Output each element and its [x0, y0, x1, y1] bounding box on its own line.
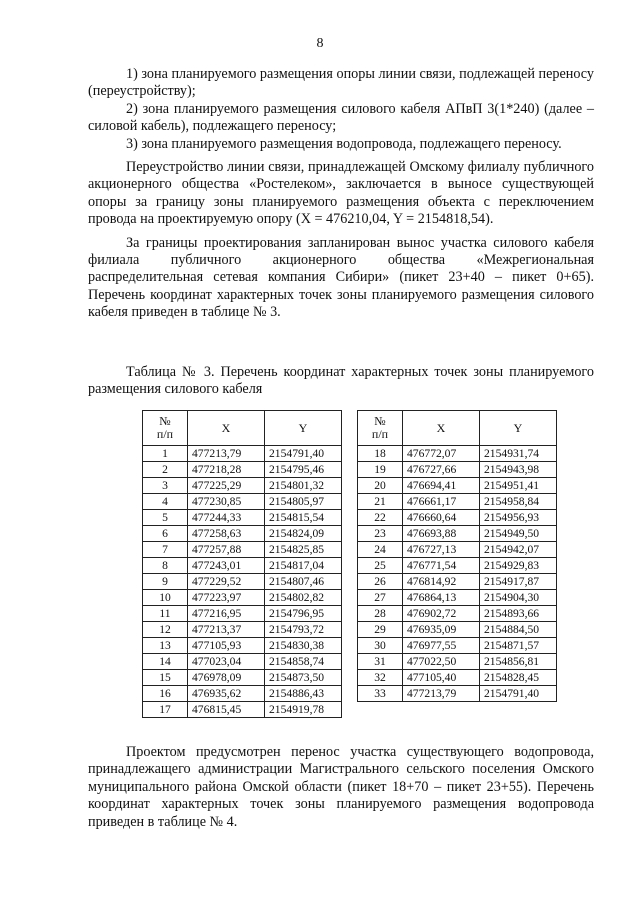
header-y: Y: [480, 411, 557, 446]
cell-y: 2154825,85: [265, 542, 342, 558]
paragraph-power-cable: За границы проектирования запланирован вынос участка силового кабеля филиала публичного акционерного общества «Межрегиональная распределительная сетевая компания Сибири» (пикет 23+40 – пикет 0+65). Перечень координат характерных точек зоны планируемого размещения силового кабеля приведен в таблице № 3.: [88, 234, 594, 321]
header-y: Y: [265, 411, 342, 446]
table-row: [143, 670, 342, 686]
table-row: [143, 526, 342, 542]
cell-number: 16: [143, 686, 188, 702]
cell-y: 2154801,32: [265, 478, 342, 494]
table-row: [358, 558, 557, 574]
cell-y: 2154917,87: [480, 574, 557, 590]
table-row: [143, 462, 342, 478]
header-number: [143, 411, 188, 446]
cell-x: 477213,37: [188, 622, 265, 638]
table-row: [358, 478, 557, 494]
page-number: 8: [316, 36, 324, 51]
table-row: [143, 606, 342, 622]
cell-x: 476814,92: [403, 574, 480, 590]
cell-number: 2: [143, 462, 188, 478]
cell-y: 2154807,46: [265, 574, 342, 590]
cell-x: 476694,41: [403, 478, 480, 494]
table-row: [143, 622, 342, 638]
cell-x: 476902,72: [403, 606, 480, 622]
cell-number: 18: [358, 446, 403, 462]
cell-number: 22: [358, 510, 403, 526]
cell-number: 3: [143, 478, 188, 494]
paragraph-rostelecom: Переустройство линии связи, принадлежащей Омскому филиалу публичного акционерного общества «Ростелеком», заключается в выносе существующей опоры за границу зоны планируемого размещения объекта с переключением провода на проектируемую опору (X = 476210,04, Y = 2154818,54).: [88, 159, 594, 228]
cell-number: 28: [358, 606, 403, 622]
cell-number: 9: [143, 574, 188, 590]
cell-number: 6: [143, 526, 188, 542]
table-row: [358, 654, 557, 670]
cell-number: 26: [358, 574, 403, 590]
cell-x: 476771,54: [403, 558, 480, 574]
table-row: [143, 686, 342, 702]
header-number-abbr: п/п: [156, 427, 174, 441]
header-x: X: [188, 411, 265, 446]
cell-number: 31: [358, 654, 403, 670]
header-number-abbr: п/п: [371, 427, 389, 441]
cell-y: 2154830,38: [265, 638, 342, 654]
cell-y: 2154817,04: [265, 558, 342, 574]
cell-x: 477023,04: [188, 654, 265, 670]
header-x: X: [403, 411, 480, 446]
cell-x: 476661,17: [403, 494, 480, 510]
cell-y: 2154949,50: [480, 526, 557, 542]
cell-x: 477243,01: [188, 558, 265, 574]
table-row: [358, 462, 557, 478]
cell-number: 13: [143, 638, 188, 654]
coordinates-table-right: [357, 410, 557, 702]
table-row: [358, 542, 557, 558]
cell-y: 2154805,97: [265, 494, 342, 510]
cell-x: 476935,09: [403, 622, 480, 638]
table-header-row: [143, 411, 342, 446]
cell-number: 1: [143, 446, 188, 462]
cell-y: 2154856,81: [480, 654, 557, 670]
cell-x: 476815,45: [188, 702, 265, 718]
cell-x: 477225,29: [188, 478, 265, 494]
cell-y: 2154929,83: [480, 558, 557, 574]
coordinates-table-left: [142, 410, 342, 718]
table-row: [358, 446, 557, 462]
cell-number: 17: [143, 702, 188, 718]
cell-y: 2154919,78: [265, 702, 342, 718]
cell-y: 2154951,41: [480, 478, 557, 494]
table-caption: [88, 364, 594, 399]
table-row: [143, 654, 342, 670]
cell-number: 24: [358, 542, 403, 558]
table-row: [143, 494, 342, 510]
cell-y: 2154815,54: [265, 510, 342, 526]
cell-y: 2154886,43: [265, 686, 342, 702]
table-row: [358, 510, 557, 526]
paragraph-zone-1: 1) зона планируемого размещения опоры линии связи, подлежащей переносу (переустройству);: [88, 66, 594, 100]
cell-number: 21: [358, 494, 403, 510]
cell-y: 2154791,40: [480, 686, 557, 702]
table-row: [358, 622, 557, 638]
table-header-row: [358, 411, 557, 446]
cell-number: 25: [358, 558, 403, 574]
table-row: [143, 510, 342, 526]
cell-y: 2154795,46: [265, 462, 342, 478]
cell-number: 8: [143, 558, 188, 574]
cell-number: 19: [358, 462, 403, 478]
table-row: [143, 590, 342, 606]
cell-x: 476935,62: [188, 686, 265, 702]
cell-x: 477105,93: [188, 638, 265, 654]
header-number-sign: №: [374, 414, 386, 428]
cell-x: 477244,33: [188, 510, 265, 526]
table-row: [143, 702, 342, 718]
cell-x: 477213,79: [403, 686, 480, 702]
cell-number: 12: [143, 622, 188, 638]
cell-x: 477230,85: [188, 494, 265, 510]
cell-x: 477022,50: [403, 654, 480, 670]
cell-number: 10: [143, 590, 188, 606]
cell-y: 2154871,57: [480, 638, 557, 654]
table-row: [358, 606, 557, 622]
cell-x: 476978,09: [188, 670, 265, 686]
cell-x: 477257,88: [188, 542, 265, 558]
cell-y: 2154828,45: [480, 670, 557, 686]
cell-x: 476727,66: [403, 462, 480, 478]
cell-number: 27: [358, 590, 403, 606]
cell-number: 20: [358, 478, 403, 494]
table-row: [143, 638, 342, 654]
cell-x: 476977,55: [403, 638, 480, 654]
cell-y: 2154824,09: [265, 526, 342, 542]
cell-y: 2154943,98: [480, 462, 557, 478]
table-row: [143, 574, 342, 590]
table-row: [143, 542, 342, 558]
table-row: [143, 558, 342, 574]
table-row: [358, 686, 557, 702]
intro-text: [88, 66, 594, 322]
cell-number: 11: [143, 606, 188, 622]
cell-x: 477223,97: [188, 590, 265, 606]
cell-y: 2154793,72: [265, 622, 342, 638]
cell-x: 477258,63: [188, 526, 265, 542]
cell-y: 2154884,50: [480, 622, 557, 638]
cell-number: 23: [358, 526, 403, 542]
cell-number: 30: [358, 638, 403, 654]
paragraph-water-pipe: Проектом предусмотрен перенос участка существующего водопровода, принадлежащего администрации Магистрального сельского поселения Омского муниципального района Омской области (пикет 18+70 – пикет 23+55). Перечень координат характерных точек зоны планируемого размещения водопровода приведен в таблице № 4.: [88, 744, 594, 830]
cell-y: 2154942,07: [480, 542, 557, 558]
cell-y: 2154904,30: [480, 590, 557, 606]
cell-y: 2154858,74: [265, 654, 342, 670]
cell-x: 476727,13: [403, 542, 480, 558]
table-row: [358, 590, 557, 606]
table-row: [358, 494, 557, 510]
cell-number: 4: [143, 494, 188, 510]
table-row: [358, 574, 557, 590]
cell-x: 476660,64: [403, 510, 480, 526]
paragraph-zone-3: 3) зона планируемого размещения водопровода, подлежащего переносу.: [126, 135, 562, 152]
cell-x: 477105,40: [403, 670, 480, 686]
cell-x: 477213,79: [188, 446, 265, 462]
cell-number: 15: [143, 670, 188, 686]
cell-y: 2154931,74: [480, 446, 557, 462]
cell-x: 477229,52: [188, 574, 265, 590]
table-caption-text: Таблица № 3. Перечень координат характерных точек зоны планируемого размещения силового кабеля: [88, 364, 594, 398]
cell-x: 476693,88: [403, 526, 480, 542]
cell-number: 33: [358, 686, 403, 702]
cell-number: 29: [358, 622, 403, 638]
cell-y: 2154873,50: [265, 670, 342, 686]
table-row: [358, 526, 557, 542]
cell-x: 476864,13: [403, 590, 480, 606]
cell-x: 477216,95: [188, 606, 265, 622]
cell-x: 476772,07: [403, 446, 480, 462]
cell-number: 7: [143, 542, 188, 558]
cell-y: 2154802,82: [265, 590, 342, 606]
cell-y: 2154956,93: [480, 510, 557, 526]
cell-y: 2154791,40: [265, 446, 342, 462]
cell-y: 2154893,66: [480, 606, 557, 622]
table-row: [358, 638, 557, 654]
closing-text: [88, 744, 594, 831]
header-number-sign: №: [159, 414, 171, 428]
cell-number: 32: [358, 670, 403, 686]
cell-y: 2154796,95: [265, 606, 342, 622]
cell-x: 477218,28: [188, 462, 265, 478]
table-row: [143, 478, 342, 494]
header-number: [358, 411, 403, 446]
table-row: [143, 446, 342, 462]
table-row: [358, 670, 557, 686]
paragraph-zone-2: 2) зона планируемого размещения силового кабеля АПвП 3(1*240) (далее – силовой кабель), подлежащего переносу;: [88, 100, 594, 135]
cell-y: 2154958,84: [480, 494, 557, 510]
cell-number: 14: [143, 654, 188, 670]
cell-number: 5: [143, 510, 188, 526]
